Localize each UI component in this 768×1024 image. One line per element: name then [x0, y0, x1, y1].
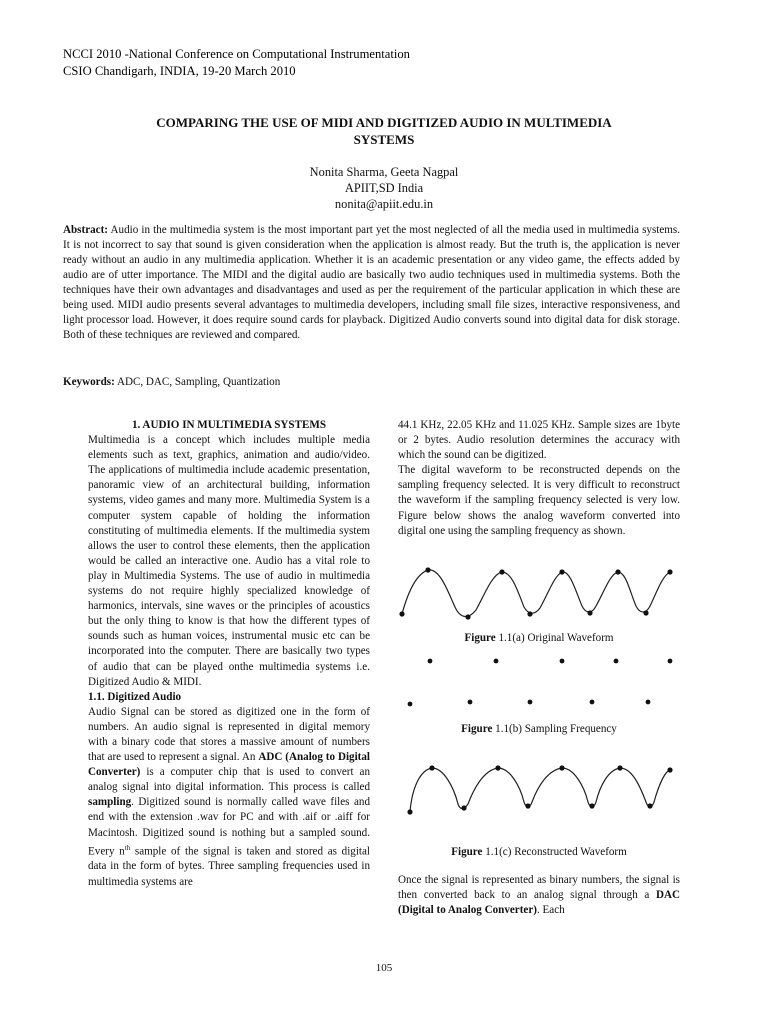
para-text: . Each — [536, 904, 565, 917]
para-text: Once the signal is represented as binary numbers, the signal is then converted back to an analog signal through a — [398, 874, 680, 902]
abstract-text: Audio in the multimedia system is the most important part yet the most neglected of all the media used in multimedia systems. It is not incorrect to say that sound is given consideration when the application is almost ready. But the truth is, the application is never ready without an audio in any multimedia application. Whether it is an academic presentation or any video game, the effects added by audio are of utter importance. The MIDI and the digital audio are basically two audio techniques used in multimedia systems. Both the techniques have their own advantages and disadvantages and used as per the requirement of the particular application in which these are being used. MIDI audio presents several advantages to multimedia developers, including small file sizes, interactive responsiveness, and light processor load. However, it does require sound cards for playback. Digitized Audio converts sound into digital data for disk storage. Both of these techniques are reviewed and compared. — [63, 224, 681, 341]
sample-point — [408, 702, 413, 707]
figure-caption-text: 1.1(b) Sampling Frequency — [495, 723, 617, 735]
figure-label: Figure — [464, 632, 496, 644]
paper-title — [88, 114, 680, 148]
sample-point — [589, 803, 594, 808]
sample-point — [643, 610, 648, 615]
sample-point — [615, 569, 620, 574]
section-paragraph: Multimedia is a concept which includes multiple media elements such as text, graphics, animation and audio/video. The applications of multimedia include academic presentation, panoramic view of an architectural building, information systems, video games and many more. Multimedia System is a computer system capable of holding the information constituting of multimedia elements. If the multimedia system allows the user to control these elements, then the application would be called an interactive one. Audio has a vital role to play in Multimedia Systems. The use of audio in multimedia systems do not require highly specialized knowledge of harmonics, intervals, sine waves or the principles of acoustics but the only thing to know is that how the different types of sounds such as human voices, instrumental music etc can be incorporated into the computer. There are basically two types of audio that can be played onthe multimedia systems i.e. Digitized Audio & MIDI. — [88, 434, 370, 688]
abstract-label: Abstract: — [63, 224, 108, 236]
left-column — [88, 418, 370, 890]
figure-label: Figure — [451, 846, 483, 858]
reconstruction-paragraph: The digital waveform to be reconstructed depends on the sampling frequency selected. It is very difficult to reconstruct the waveform if the sampling frequency selected is very low. Figure below shows the analog waveform converted into digital one using the sampling frequency as shown. — [398, 464, 680, 537]
sample-point — [461, 805, 466, 810]
reconstructed-curve — [410, 768, 670, 812]
page-number: 105 — [375, 962, 393, 974]
sampling-term: sampling — [88, 796, 132, 809]
para-text: . Digitized sound is normally called wave files and end with the extension .wav for PC and with .aif or .aiff for Macintosh. Digitized sound is nothing but a sampled sound. Every n — [88, 796, 370, 858]
keywords — [63, 375, 680, 390]
author-block — [88, 164, 680, 212]
section-heading: 1. AUDIO IN MULTIMEDIA SYSTEMS — [131, 419, 327, 431]
figure-label: Figure — [461, 723, 493, 735]
author-email: nonita@apiit.edu.in — [334, 197, 434, 211]
figure-caption-text: 1.1(c) Reconstructed Waveform — [485, 846, 627, 858]
sample-points — [408, 659, 673, 707]
sample-point — [399, 611, 404, 616]
sample-point — [559, 569, 564, 574]
keywords-label: Keywords: — [63, 376, 115, 388]
para-text: is a computer chip that is used to convert an analog signal into digital information. This process is called — [88, 766, 371, 794]
right-column-bottom — [398, 873, 680, 918]
sample-point — [667, 767, 672, 772]
dac-paragraph — [398, 873, 680, 918]
conference-header — [63, 46, 410, 80]
dac-expansion: (Digital to Analog Converter) — [398, 904, 537, 917]
sample-point — [499, 569, 504, 574]
sample-point — [614, 659, 619, 664]
sample-point — [425, 567, 430, 572]
sample-point — [646, 700, 651, 705]
keywords-text: ADC, DAC, Sampling, Quantization — [116, 376, 281, 388]
sample-point — [587, 610, 592, 615]
author-affiliation: APIIT,SD India — [344, 181, 424, 195]
digitized-audio-paragraph — [88, 705, 370, 890]
sample-point — [647, 803, 652, 808]
reconstructed-waveform-figure — [398, 758, 680, 824]
sample-point — [528, 700, 533, 705]
waveform-curve — [402, 570, 670, 617]
dac-term: DAC — [655, 889, 680, 902]
sample-point — [525, 803, 530, 808]
author-names: Nonita Sharma, Geeta Nagpal — [309, 165, 459, 179]
original-waveform-figure — [398, 562, 680, 624]
sample-point — [559, 765, 564, 770]
sample-point — [494, 659, 499, 664]
superscript: th — [124, 843, 131, 852]
sample-point — [560, 659, 565, 664]
figure-caption-text: 1.1(a) Original Waveform — [498, 632, 614, 644]
sample-point — [407, 809, 412, 814]
sample-point — [527, 611, 532, 616]
para-text: Audio Signal can be stored as digitized one in the form of numbers. An audio signal is represented in digital memory with a binary code that stores a massive amount of numbers that are used to represent a signal. An — [88, 705, 370, 764]
figure-caption-a — [398, 631, 680, 645]
sampling-rates-paragraph: 44.1 KHz, 22.05 KHz and 11.025 KHz. Sample sizes are 1byte or 2 bytes. Audio resolution determines the accuracy with which the sound can be digitized. — [398, 419, 680, 462]
sample-points — [407, 765, 672, 814]
title-line-1: COMPARING THE USE OF MIDI AND DIGITIZED AUDIO IN MULTIMEDIA — [156, 115, 612, 130]
figure-caption-b — [398, 722, 680, 736]
title-line-2: SYSTEMS — [353, 132, 415, 147]
sample-point — [428, 659, 433, 664]
sample-point — [465, 614, 470, 619]
abstract — [63, 223, 680, 343]
subsection-heading: 1.1. Digitized Audio — [88, 690, 182, 703]
adc-term: ADC (Analog to Digital Converter) — [88, 751, 370, 779]
sample-point — [468, 700, 473, 705]
conference-name: NCCI 2010 -National Conference on Computational Instrumentation — [63, 47, 410, 61]
sample-point — [429, 765, 434, 770]
sample-point — [617, 765, 622, 770]
right-column-top — [398, 418, 680, 539]
sampling-frequency-figure — [398, 652, 680, 714]
conference-location: CSIO Chandigarh, INDIA, 19-20 March 2010 — [63, 64, 296, 78]
para-text: sample of the signal is taken and stored as digital data in the form of bytes. Three sampling frequencies used in multimedia systems are — [88, 845, 370, 888]
figure-caption-c — [398, 845, 680, 859]
sample-point — [667, 569, 672, 574]
sample-point — [590, 700, 595, 705]
sample-point — [495, 765, 500, 770]
sample-point — [668, 659, 673, 664]
